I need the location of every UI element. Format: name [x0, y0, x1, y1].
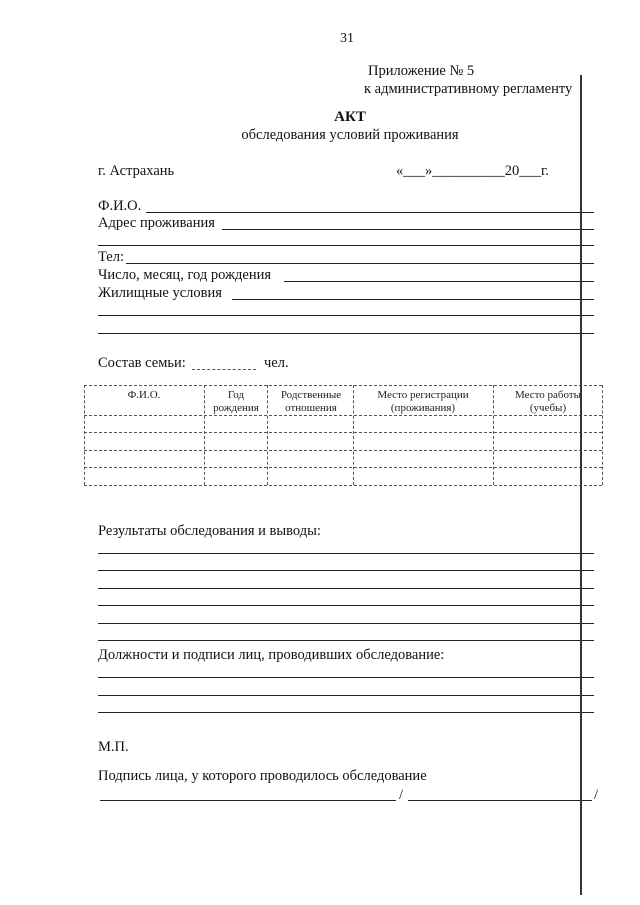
address-line-2 [98, 245, 594, 246]
place: г. Астрахань [98, 163, 175, 179]
family-label: Состав семьи: [98, 355, 186, 371]
table-header-cell: Год рождения [213, 389, 259, 414]
officials-line [98, 695, 594, 696]
results-label: Результаты обследования и выводы: [98, 523, 321, 539]
table-header-bottom [84, 415, 602, 416]
signature-line [100, 800, 396, 801]
page-number: 31 [340, 31, 354, 46]
results-line [98, 623, 594, 624]
housing-line-3 [98, 333, 594, 334]
table-row-line [84, 467, 602, 468]
birth-date-label: Число, месяц, год рождения [98, 267, 272, 283]
officials-line [98, 712, 594, 713]
phone-label: Тел: [98, 249, 125, 265]
address-line [222, 229, 594, 230]
housing-line [232, 299, 594, 300]
scan-edge-line [580, 75, 582, 895]
results-line [98, 553, 594, 554]
date-template: «___»__________20___г. [396, 163, 549, 179]
stamp-label: М.П. [98, 739, 129, 755]
signature-name-line [408, 800, 592, 801]
appendix-line-2: к административному регламенту [364, 81, 573, 97]
table-header-cell: Родственные отношения [280, 389, 342, 414]
results-line [98, 640, 594, 641]
results-line [98, 570, 594, 571]
phone-line [126, 263, 594, 264]
table-col-line [204, 385, 205, 485]
table-header-cell: Место работы (учебы) [514, 389, 582, 414]
table-col-line [353, 385, 354, 485]
results-line [98, 588, 594, 589]
signature-slash: / [594, 787, 599, 803]
housing-line-2 [98, 315, 594, 316]
appendix-line-1: Приложение № 5 [368, 63, 475, 79]
officials-label: Должности и подписи лиц, проводивших обследование: [98, 647, 445, 663]
fio-line [146, 212, 594, 213]
table-header-cell: Место регистрации (проживания) [377, 389, 469, 414]
table-col-line [267, 385, 268, 485]
subject-signature-label: Подпись лица, у которого проводилось обследование [98, 768, 427, 784]
document-title: АКТ [334, 109, 366, 125]
officials-line [98, 677, 594, 678]
table-border-bottom [84, 485, 602, 486]
table-row-line [84, 450, 602, 451]
table-border-top [84, 385, 602, 386]
table-header-cell: Ф.И.О. [127, 389, 161, 401]
birth-date-line [284, 281, 594, 282]
document-subtitle: обследования условий проживания [241, 127, 459, 143]
table-col-line [493, 385, 494, 485]
address-label: Адрес проживания [98, 215, 215, 231]
table-row-line [84, 432, 602, 433]
table-col-line [602, 385, 603, 485]
fio-label: Ф.И.О. [98, 198, 142, 214]
family-count-line [192, 369, 256, 370]
signature-slash: / [399, 787, 404, 803]
family-unit: чел. [264, 355, 289, 371]
results-line [98, 605, 594, 606]
housing-label: Жилищные условия [98, 285, 222, 301]
